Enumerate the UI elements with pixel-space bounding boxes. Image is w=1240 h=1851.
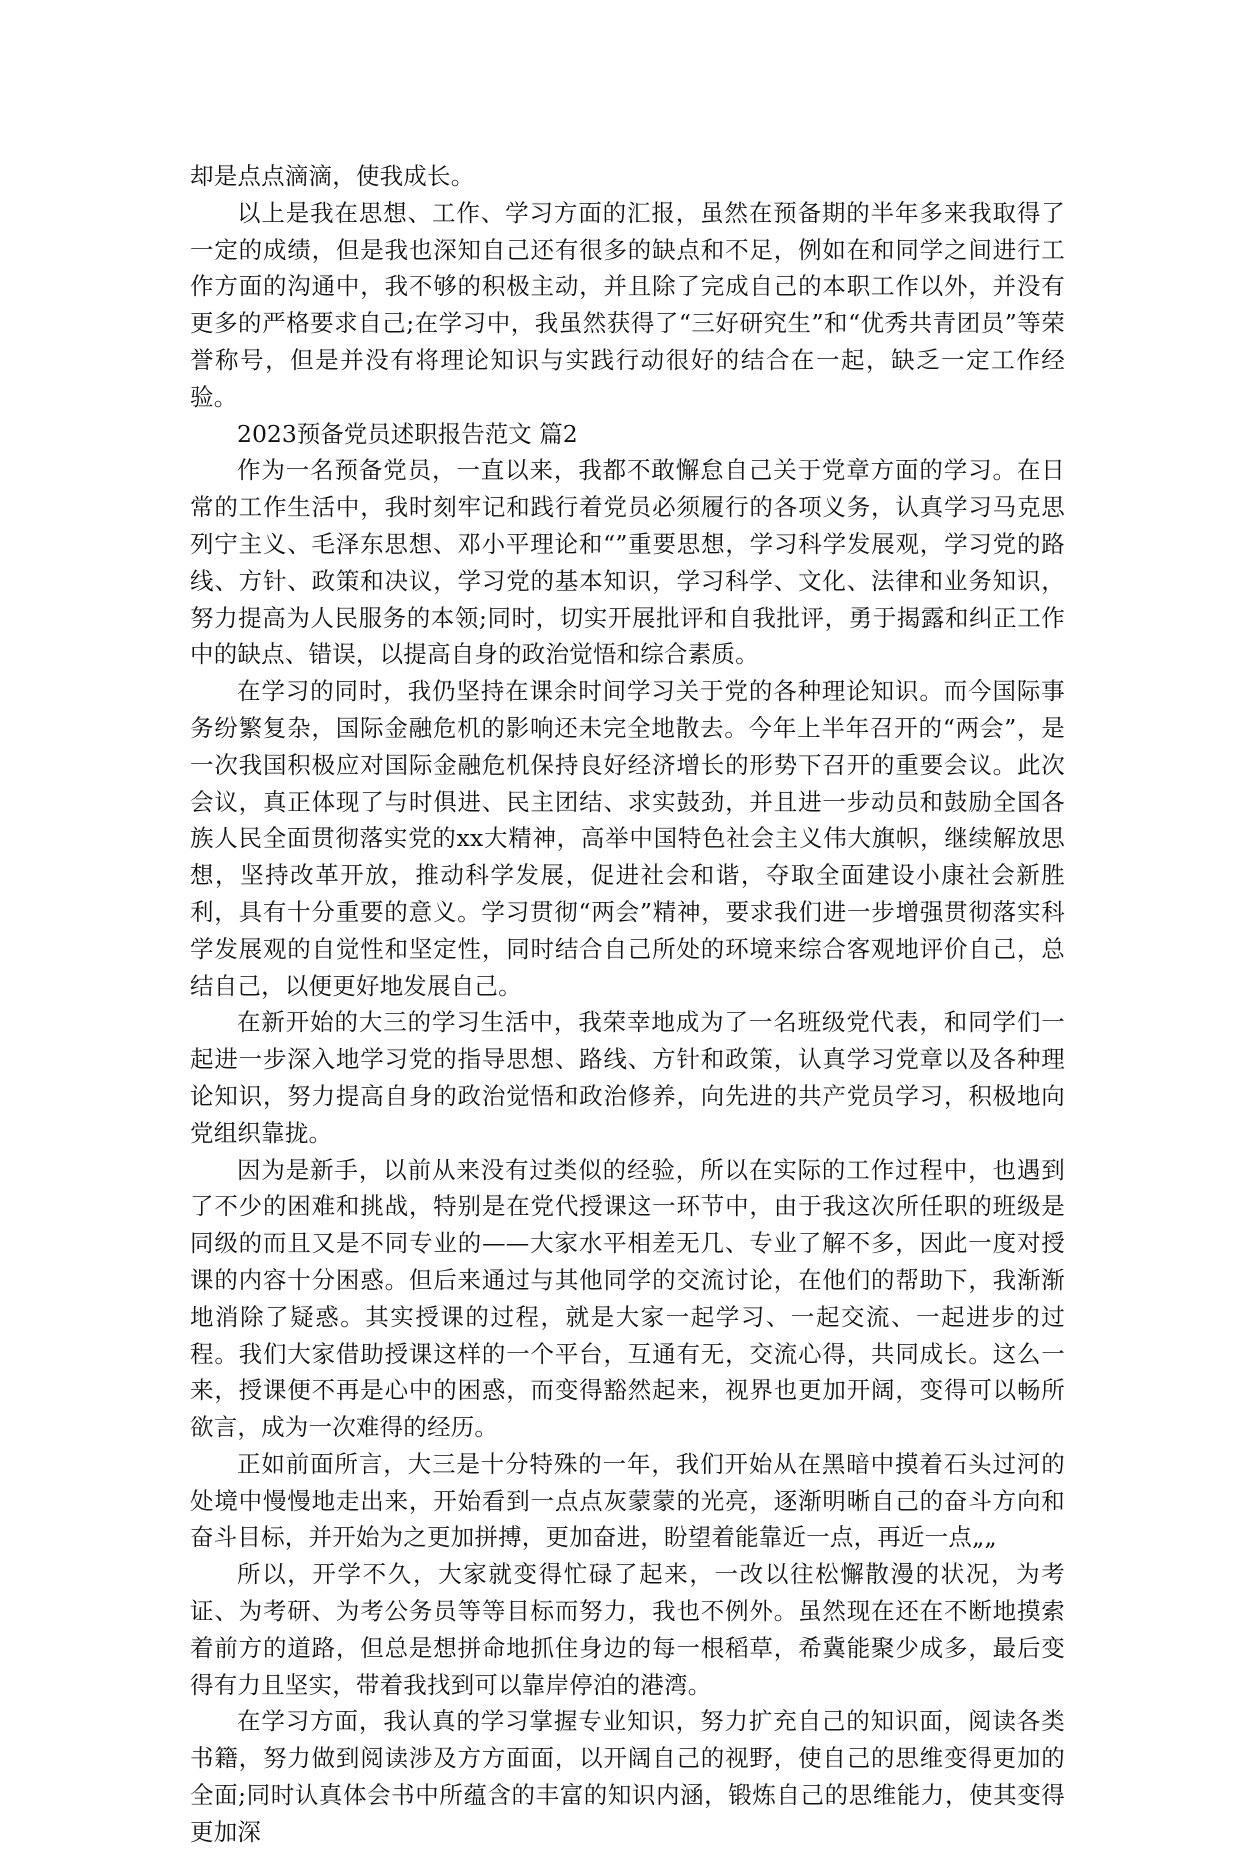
- paragraph: 作为一名预备党员，一直以来，我都不敢懈怠自己关于党章方面的学习。在日常的工作生活中，我时刻牢记和践行着党员必须履行的各项义务，认真学习马克思列宁主义、毛泽东思想、邓小平理论和“”重要思想，学习科学发展观，学习党的路线、方针、政策和决议，学习党的基本知识，学习科学、文化、法律和业务知识，努力提高为人民服务的本领;同时，切实开展批评和自我批评，勇于揭露和纠正工作中的缺点、错误，以提高自身的政治觉悟和综合素质。: [190, 456, 1065, 669]
- section-heading: 2023预备党员述职报告范文 篇2: [237, 419, 578, 448]
- paragraph: 在学习方面，我认真的学习掌握专业知识，努力扩充自己的知识面，阅读各类书籍，努力做到阅读涉及方方面面，以开阔自己的视野，使自己的思维变得更加的全面;同时认真体会书中所蕴含的丰富的知识内涵，锻炼自己的思维能力，使其变得更加深: [190, 1707, 1065, 1846]
- paragraph: 以上是我在思想、工作、学习方面的汇报，虽然在预备期的半年多来我取得了一定的成绩，但是我也深知自己还有很多的缺点和不足，例如在和同学之间进行工作方面的沟通中，我不够的积极主动，并且除了完成自己的本职工作以外，并没有更多的严格要求自己;在学习中，我虽然获得了“三好研究生”和“优秀共青团员”等荣誉称号，但是并没有将理论知识与实践行动很好的结合在一起，缺乏一定工作经验。: [190, 198, 1065, 411]
- paragraph: 在学习的同时，我仍坚持在课余时间学习关于党的各种理论知识。而今国际事务纷繁复杂，国际金融危机的影响还未完全地散去。今年上半年召开的“两会”，是一次我国积极应对国际金融危机保持良好经济增长的形势下召开的重要会议。此次会议，真正体现了与时俱进、民主团结、求实鼓劲，并且进一步动员和鼓励全国各族人民全面贯彻落实党的xx大精神，高举中国特色社会主义伟大旗帜，继续解放思想，坚持改革开放，推动科学发展，促进社会和谐，夺取全面建设小康社会新胜利，具有十分重要的意义。学习贯彻“两会”精神，要求我们进一步增强贯彻落实科学发展观的自觉性和坚定性，同时结合自己所处的环境来综合客观地评价自己，总结自己，以便更好地发展自己。: [190, 677, 1065, 1000]
- paragraph: 却是点点滴滴，使我成长。: [190, 162, 475, 190]
- paragraph: 所以，开学不久，大家就变得忙碌了起来，一改以往松懈散漫的状况，为考证、为考研、为考公务员等等目标而努力，我也不例外。虽然现在还在不断地摸索着前方的道路，但总是想拼命地抓住身边的每一根稻草，希冀能聚少成多，最后变得有力且坚实，带着我找到可以靠岸停泊的港湾。: [190, 1560, 1065, 1699]
- paragraph: 正如前面所言，大三是十分特殊的一年，我们开始从在黑暗中摸着石头过河的处境中慢慢地走出来，开始看到一点点灰蒙蒙的光亮，逐渐明晰自己的奋斗方向和奋斗目标，并开始为之更加拼搏，更加奋进，盼望着能靠近一点，再近一点„„: [190, 1449, 1065, 1552]
- paragraph: 在新开始的大三的学习生活中，我荣幸地成为了一名班级党代表，和同学们一起进一步深入地学习党的指导思想、路线、方针和政策，认真学习党章以及各种理论知识，努力提高自身的政治觉悟和政治修养，向先进的共产党员学习，积极地向党组织靠拢。: [190, 1008, 1065, 1147]
- paragraph: 因为是新手，以前从来没有过类似的经验，所以在实际的工作过程中，也遇到了不少的困难和挑战，特别是在党代授课这一环节中，由于我这次所任职的班级是同级的而且又是不同专业的——大家水平相差无几、专业了解不多，因此一度对授课的内容十分困惑。但后来通过与其他同学的交流讨论，在他们的帮助下，我渐渐地消除了疑惑。其实授课的过程，就是大家一起学习、一起交流、一起进步的过程。我们大家借助授课这样的一个平台，互通有无，交流心得，共同成长。这么一来，授课便不再是心中的困惑，而变得豁然起来，视界也更加开阔，变得可以畅所欲言，成为一次难得的经历。: [190, 1155, 1065, 1442]
